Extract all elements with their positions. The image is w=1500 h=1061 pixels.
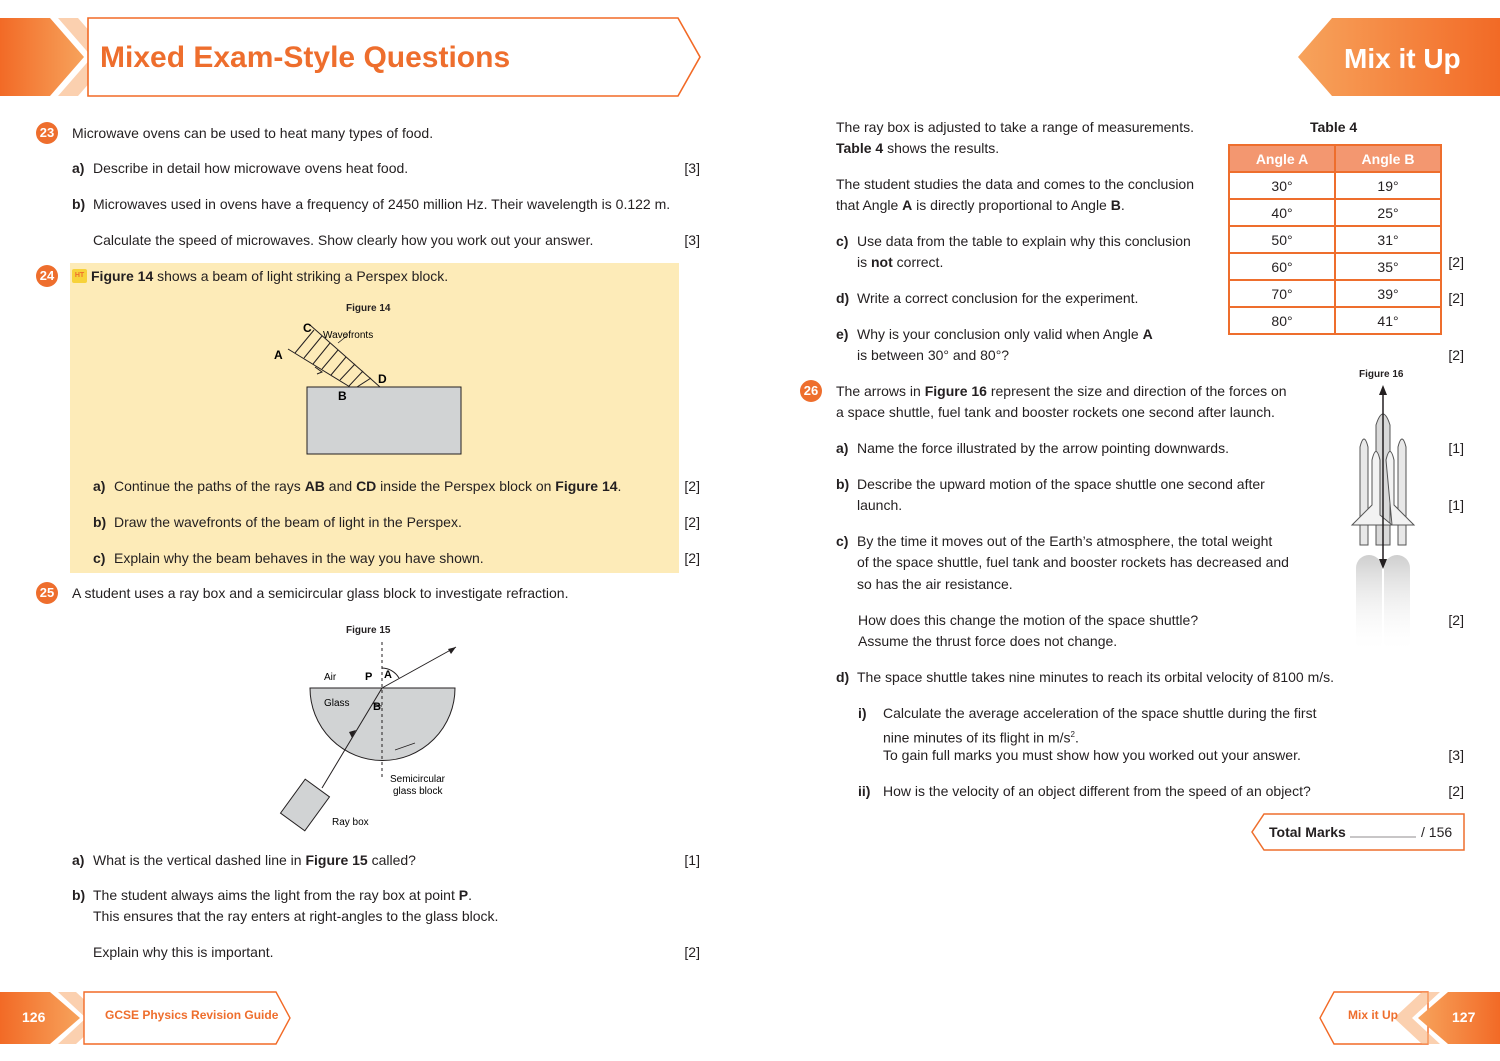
label-glass-block: glass block xyxy=(393,786,443,797)
label-angle-a: A xyxy=(384,669,392,681)
q25a-label: a) xyxy=(72,852,85,868)
q24c-label: c) xyxy=(93,550,106,566)
q26c-label: c) xyxy=(836,533,849,549)
q23-stem: Microwave ovens can be used to heat many types of food. xyxy=(72,125,434,141)
q26dii-label: ii) xyxy=(858,783,871,799)
q26b-label: b) xyxy=(836,476,850,492)
q25a-text: What is the vertical dashed line in Figure 15 called? xyxy=(93,852,416,868)
q24a-text: Continue the paths of the rays AB and CD inside the Perspex block on Figure 14. xyxy=(114,478,622,494)
table-row xyxy=(1229,280,1441,307)
q23a-marks: [3] xyxy=(684,160,700,176)
q26di-label: i) xyxy=(858,705,867,721)
total-marks-label: Total Marks xyxy=(1269,824,1346,840)
table-cell: 39° xyxy=(1335,280,1441,307)
table-row xyxy=(1229,226,1441,253)
q24-stem: Figure 14 shows a beam of light striking a Perspex block. xyxy=(91,268,449,284)
q24a-label: a) xyxy=(93,478,106,494)
q26di-line3: To gain full marks you must show how you worked out your answer. xyxy=(883,747,1301,763)
q25a-marks: [1] xyxy=(684,852,700,868)
figure-14-diagram xyxy=(260,315,480,460)
table-header-angle-a: Angle A xyxy=(1229,145,1335,172)
page-number-right: 127 xyxy=(1452,1009,1476,1025)
q23b-label: b) xyxy=(72,196,86,212)
label-b: B xyxy=(338,389,347,403)
higher-tier-text: HT xyxy=(74,272,85,279)
figure-15-diagram xyxy=(270,638,470,833)
figure-16-caption: Figure 16 xyxy=(1359,369,1404,380)
q23b-text2: Calculate the speed of microwaves. Show clearly how you work out your answer. xyxy=(93,232,594,248)
table-4 xyxy=(1228,144,1442,335)
q25-cont-intro2: Table 4 shows the results. xyxy=(836,140,1000,156)
q24c-marks: [2] xyxy=(684,550,700,566)
q25c-line2: is not correct. xyxy=(857,254,944,270)
q26a-label: a) xyxy=(836,440,849,456)
q26d-text: The space shuttle takes nine minutes to reach its orbital velocity of 8100 m/s. xyxy=(857,669,1335,685)
table-cell: 80° xyxy=(1229,307,1335,334)
table-row xyxy=(1229,307,1441,334)
label-glass: Glass xyxy=(324,698,350,709)
q25-stem: A student uses a ray box and a semicircular glass block to investigate refraction. xyxy=(72,585,569,601)
q25b-marks: [2] xyxy=(684,944,700,960)
label-ray-box: Ray box xyxy=(332,817,369,828)
label-wavefronts: Wavefronts xyxy=(323,330,374,341)
question-number-24: 24 xyxy=(36,265,58,287)
q25c-line1: Use data from the table to explain why this conclusion xyxy=(857,233,1191,249)
q24b-label: b) xyxy=(93,514,107,530)
table-4-caption: Table 4 xyxy=(1310,119,1358,135)
q26c-line5: Assume the thrust force does not change. xyxy=(858,633,1118,649)
q26a-marks: [1] xyxy=(1448,440,1464,456)
footer-left-title: GCSE Physics Revision Guide xyxy=(105,1008,279,1022)
page-number-left: 126 xyxy=(22,1009,46,1025)
q26c-line4: How does this change the motion of the space shuttle? xyxy=(858,612,1199,628)
q26d-label: d) xyxy=(836,669,850,685)
q25d-marks: [2] xyxy=(1448,290,1464,306)
q23b-marks: [3] xyxy=(684,232,700,248)
page-title: Mixed Exam-Style Questions xyxy=(100,41,511,74)
q25d-label: d) xyxy=(836,290,850,306)
q25c-marks: [2] xyxy=(1448,254,1464,270)
q23b-text: Microwaves used in ovens have a frequency of 2450 million Hz. Their wavelength is 0.122 m. xyxy=(93,196,671,212)
q26a-text: Name the force illustrated by the arrow pointing downwards. xyxy=(857,440,1229,456)
table-row xyxy=(1229,199,1441,226)
q26di-line2: nine minutes of its flight in $m/s^2$. xyxy=(883,729,1079,746)
label-air: Air xyxy=(324,672,337,683)
label-a: A xyxy=(274,348,283,362)
q26-stem1: The arrows in Figure 16 represent the size and direction of the forces on xyxy=(836,383,1287,399)
q25d-text: Write a correct conclusion for the experiment. xyxy=(857,290,1139,306)
table-cell: 31° xyxy=(1335,226,1441,253)
q26c-line1: By the time it moves out of the Earth’s atmosphere, the total weight xyxy=(857,533,1273,549)
section-title: Mix it Up xyxy=(1344,43,1461,74)
q25e-label: e) xyxy=(836,326,849,342)
footer-right-title: Mix it Up xyxy=(1348,1008,1398,1022)
q26dii-marks: [2] xyxy=(1448,783,1464,799)
q26b-line1: Describe the upward motion of the space shuttle one second after xyxy=(857,476,1265,492)
q26b-marks: [1] xyxy=(1448,497,1464,513)
table-cell: 50° xyxy=(1229,226,1335,253)
table-cell: 41° xyxy=(1335,307,1441,334)
q25b-line3: Explain why this is important. xyxy=(93,944,274,960)
table-row xyxy=(1229,253,1441,280)
q25e-line1: Why is your conclusion only valid when Angle A xyxy=(857,326,1153,342)
q24c-text: Explain why the beam behaves in the way you have shown. xyxy=(114,550,484,566)
q25b-line2: This ensures that the ray enters at right-angles to the glass block. xyxy=(93,908,499,924)
q26dii-text: How is the velocity of an object different from the speed of an object? xyxy=(883,783,1311,799)
question-number-25: 25 xyxy=(36,582,58,604)
q26di-line1: Calculate the average acceleration of the space shuttle during the first xyxy=(883,705,1317,721)
q26c-marks: [2] xyxy=(1448,612,1464,628)
q26c-line3: so has the air resistance. xyxy=(857,576,1013,592)
table-row xyxy=(1229,172,1441,199)
table-header-angle-b: Angle B xyxy=(1335,145,1441,172)
q25-cont-conclusion2: that Angle A is directly proportional to Angle B. xyxy=(836,197,1125,213)
q24b-marks: [2] xyxy=(684,514,700,530)
question-number-23: 23 xyxy=(36,122,58,144)
q23a-text: Describe in detail how microwave ovens heat food. xyxy=(93,160,409,176)
q26di-marks: [3] xyxy=(1448,747,1464,763)
q26b-line2: launch. xyxy=(857,497,903,513)
q25e-marks: [2] xyxy=(1448,347,1464,363)
table-cell: 19° xyxy=(1335,172,1441,199)
q25b-text: The student always aims the light from the ray box at point P. xyxy=(93,887,472,903)
q24b-text: Draw the wavefronts of the beam of light in the Perspex. xyxy=(114,514,462,530)
label-semicircular: Semicircular xyxy=(390,774,446,785)
label-angle-b: B xyxy=(373,701,381,713)
label-c: C xyxy=(303,321,312,335)
q25b-label: b) xyxy=(72,887,86,903)
figure-15-caption: Figure 15 xyxy=(346,625,391,636)
table-cell: 40° xyxy=(1229,199,1335,226)
question-number-26: 26 xyxy=(800,380,822,402)
q25c-label: c) xyxy=(836,233,849,249)
q26-stem2: a space shuttle, fuel tank and booster rockets one second after launch. xyxy=(836,404,1275,420)
q25e-line2: is between 30° and 80°? xyxy=(857,347,1010,363)
total-marks-value: / 156 xyxy=(1421,824,1453,840)
q23a-label: a) xyxy=(72,160,85,176)
figure-16-shuttle xyxy=(1348,385,1418,660)
q24a-marks: [2] xyxy=(684,478,700,494)
table-cell: 60° xyxy=(1229,253,1335,280)
table-cell: 30° xyxy=(1229,172,1335,199)
higher-tier-badge xyxy=(72,269,87,283)
q25-cont-conclusion1: The student studies the data and comes to the conclusion xyxy=(836,176,1195,192)
label-p: P xyxy=(365,671,373,683)
figure-14-caption: Figure 14 xyxy=(346,303,391,314)
table-cell: 25° xyxy=(1335,199,1441,226)
table-cell: 35° xyxy=(1335,253,1441,280)
q25-cont-intro1: The ray box is adjusted to take a range of measurements. xyxy=(836,119,1194,135)
table-cell: 70° xyxy=(1229,280,1335,307)
q26c-line2: of the space shuttle, fuel tank and booster rockets has decreased and xyxy=(857,554,1289,570)
label-d: D xyxy=(378,372,387,386)
